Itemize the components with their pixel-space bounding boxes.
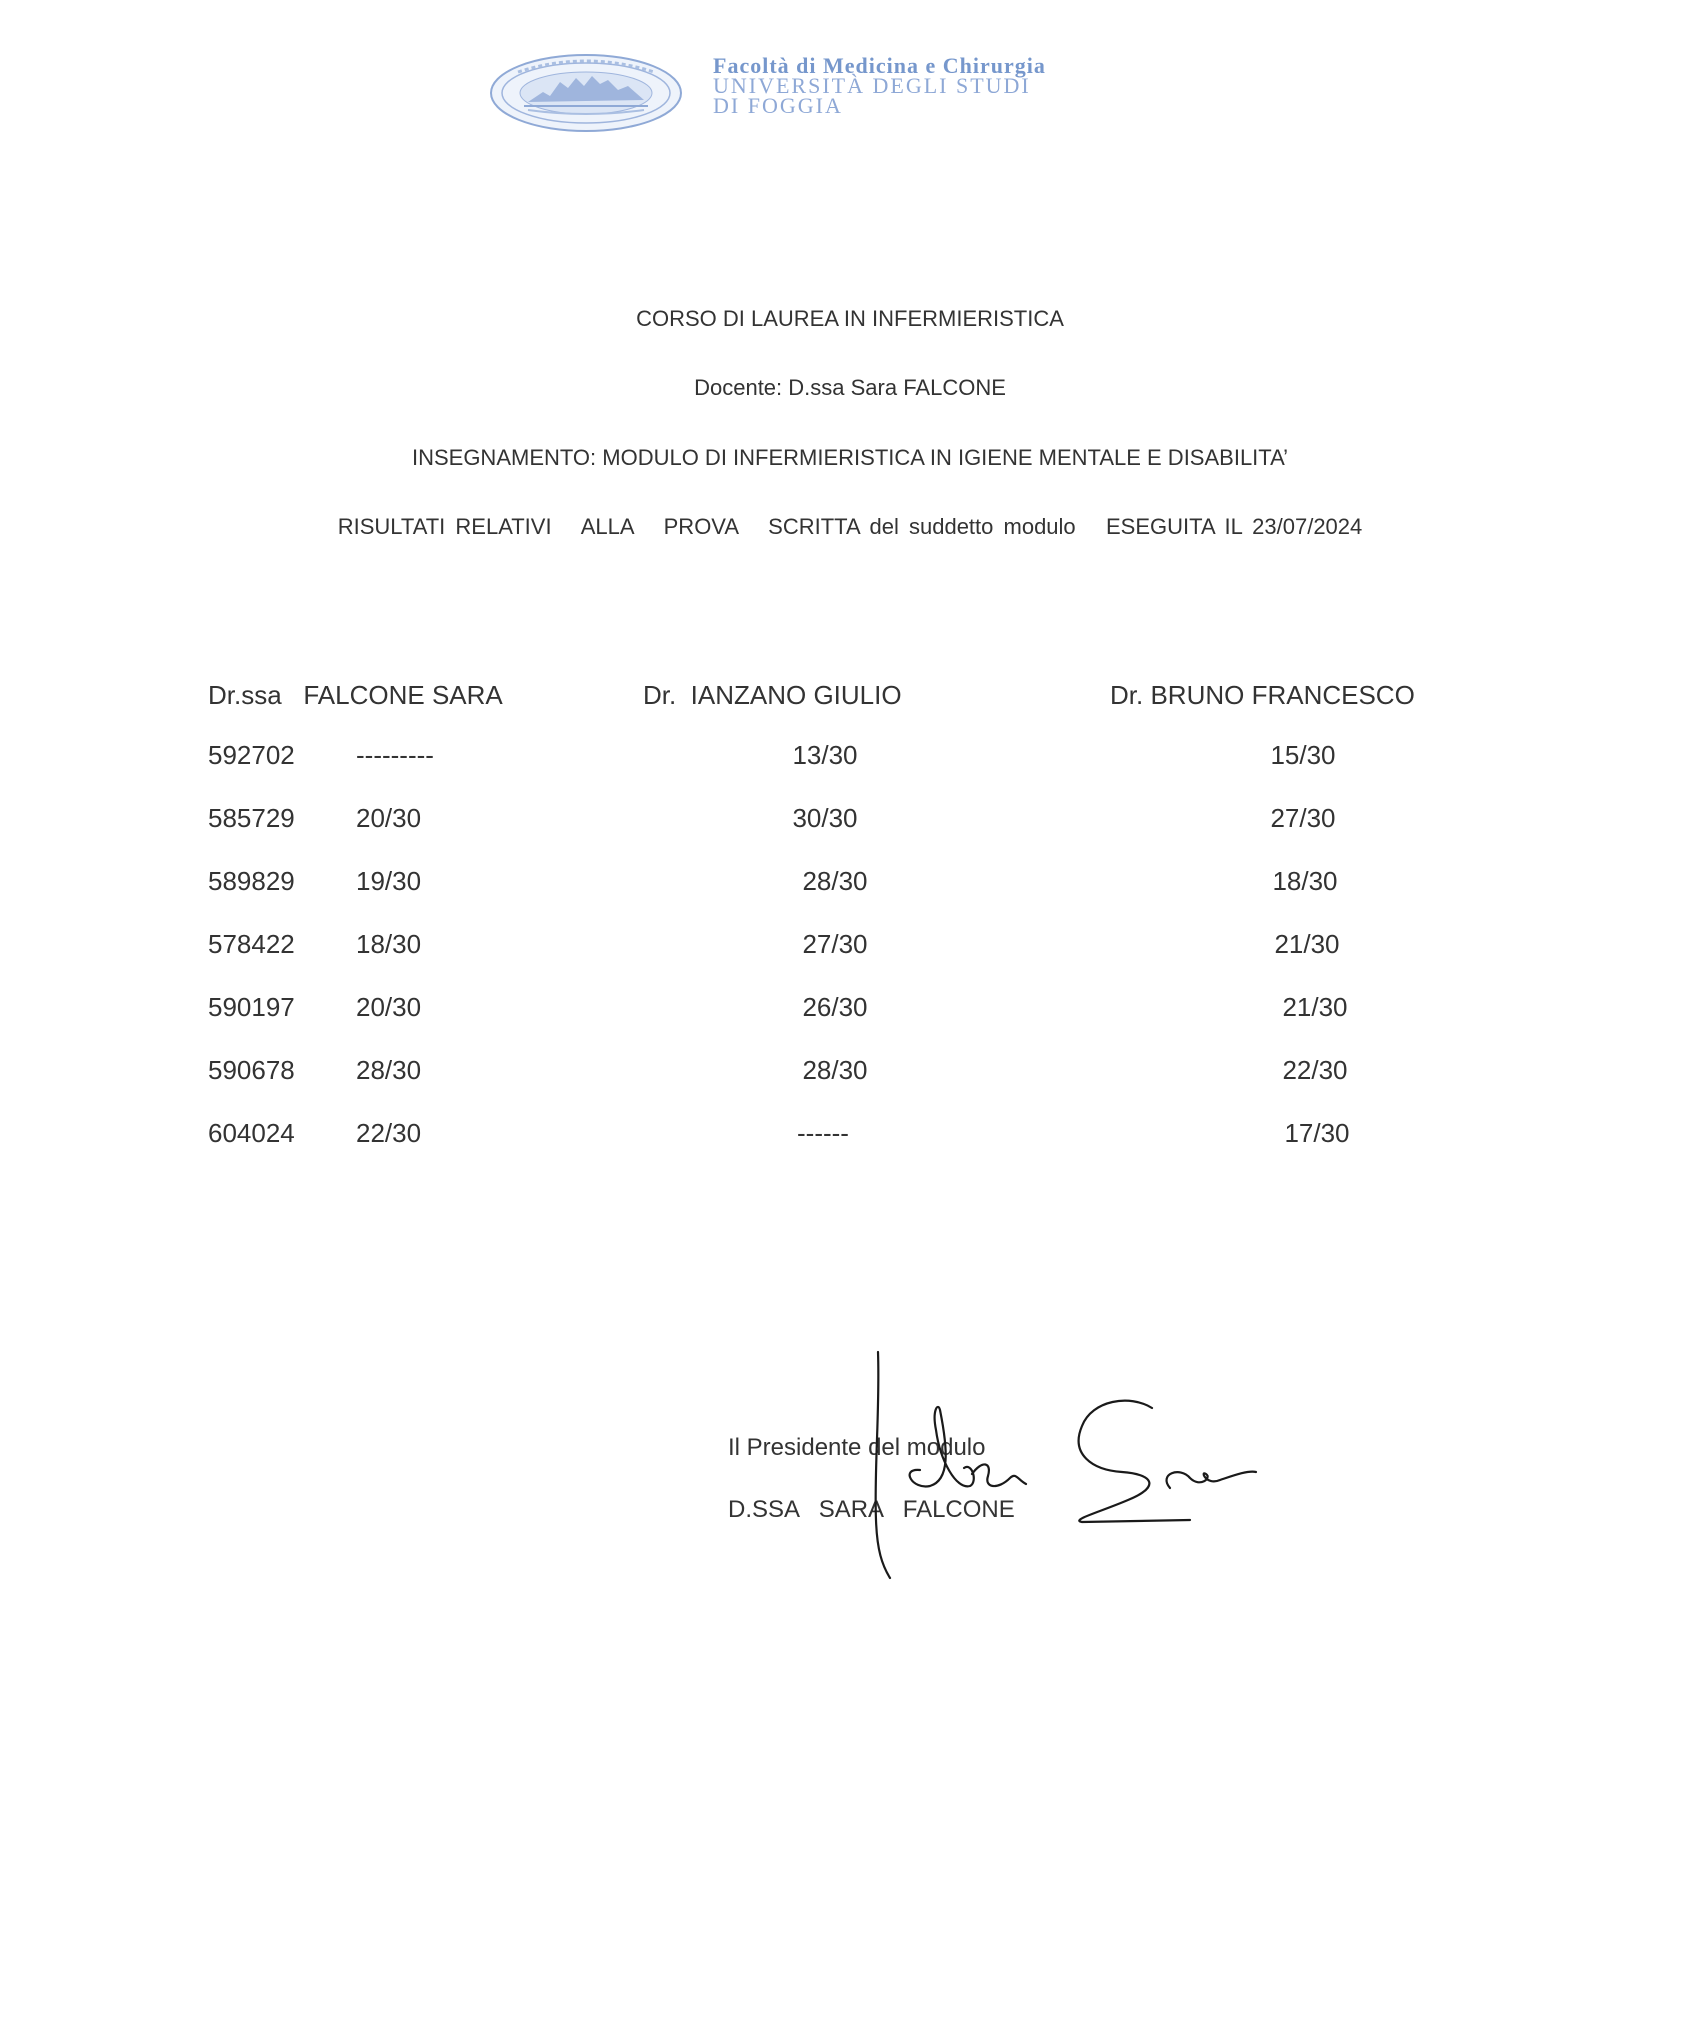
score-bruno: 22/30 [1282, 1055, 1348, 1085]
score-falcone: 19/30 [356, 866, 422, 896]
subject-line: INSEGNAMENTO: MODULO DI INFERMIERISTICA IN IGIENE MENTALE E DISABILITA’ [411, 445, 1289, 470]
score-ianzano: 13/30 [792, 740, 858, 770]
table-row [0, 740, 1700, 803]
score-falcone: 18/30 [356, 929, 422, 959]
column-header-ianzano: Dr. IANZANO GIULIO [643, 680, 902, 710]
student-id: 592702 [208, 740, 295, 770]
column-header-falcone: Dr.ssa FALCONE SARA [208, 680, 503, 710]
teacher-line: Docente: D.ssa Sara FALCONE [694, 375, 1006, 400]
table-row [0, 992, 1700, 1055]
university-city: DI FOGGIA [713, 93, 843, 118]
table-row [0, 803, 1700, 866]
score-ianzano: 28/30 [802, 866, 868, 896]
university-name: UNIVERSITÀ DEGLI STUDI [713, 73, 1031, 98]
student-id: 589829 [208, 866, 295, 896]
letterhead-text [713, 53, 1046, 118]
signature-title: Il Presidente del modulo [728, 1434, 986, 1461]
score-falcone: --------- [356, 740, 434, 770]
student-id: 578422 [208, 929, 295, 959]
table-row [0, 866, 1700, 929]
score-bruno: 15/30 [1270, 740, 1336, 770]
table-row [0, 1055, 1700, 1118]
score-bruno: 18/30 [1272, 866, 1338, 896]
handwritten-signature-icon [860, 1350, 1280, 1590]
score-falcone: 20/30 [356, 992, 422, 1022]
student-id: 590197 [208, 992, 295, 1022]
table-row [0, 929, 1700, 992]
score-bruno: 17/30 [1284, 1118, 1350, 1148]
results-table [0, 740, 1700, 1181]
student-id: 590678 [208, 1055, 295, 1085]
score-bruno: 27/30 [1270, 803, 1336, 833]
score-bruno: 21/30 [1274, 929, 1340, 959]
score-falcone: 28/30 [356, 1055, 422, 1085]
student-id: 585729 [208, 803, 295, 833]
table-row [0, 1118, 1700, 1181]
results-line: RISULTATI RELATIVI ALLA PROVA SCRITTA del suddetto modulo ESEGUITA IL 23/07/2024 [337, 514, 1363, 539]
score-ianzano: 28/30 [802, 1055, 868, 1085]
student-id: 604024 [208, 1118, 295, 1148]
score-ianzano: 30/30 [792, 803, 858, 833]
letterhead [488, 50, 1308, 140]
column-header-bruno: Dr. BRUNO FRANCESCO [1110, 680, 1415, 710]
score-falcone: 22/30 [356, 1118, 422, 1148]
score-ianzano: ------ [797, 1118, 849, 1148]
university-seal-icon [488, 52, 684, 134]
score-ianzano: 26/30 [802, 992, 868, 1022]
course-title: CORSO DI LAUREA IN INFERMIERISTICA [636, 306, 1064, 331]
signature-name: D.SSA SARA FALCONE [728, 1496, 1015, 1523]
faculty-name: Facoltà di Medicina e Chirurgia [713, 53, 1046, 78]
score-bruno: 21/30 [1282, 992, 1348, 1022]
score-falcone: 20/30 [356, 803, 422, 833]
score-ianzano: 27/30 [802, 929, 868, 959]
